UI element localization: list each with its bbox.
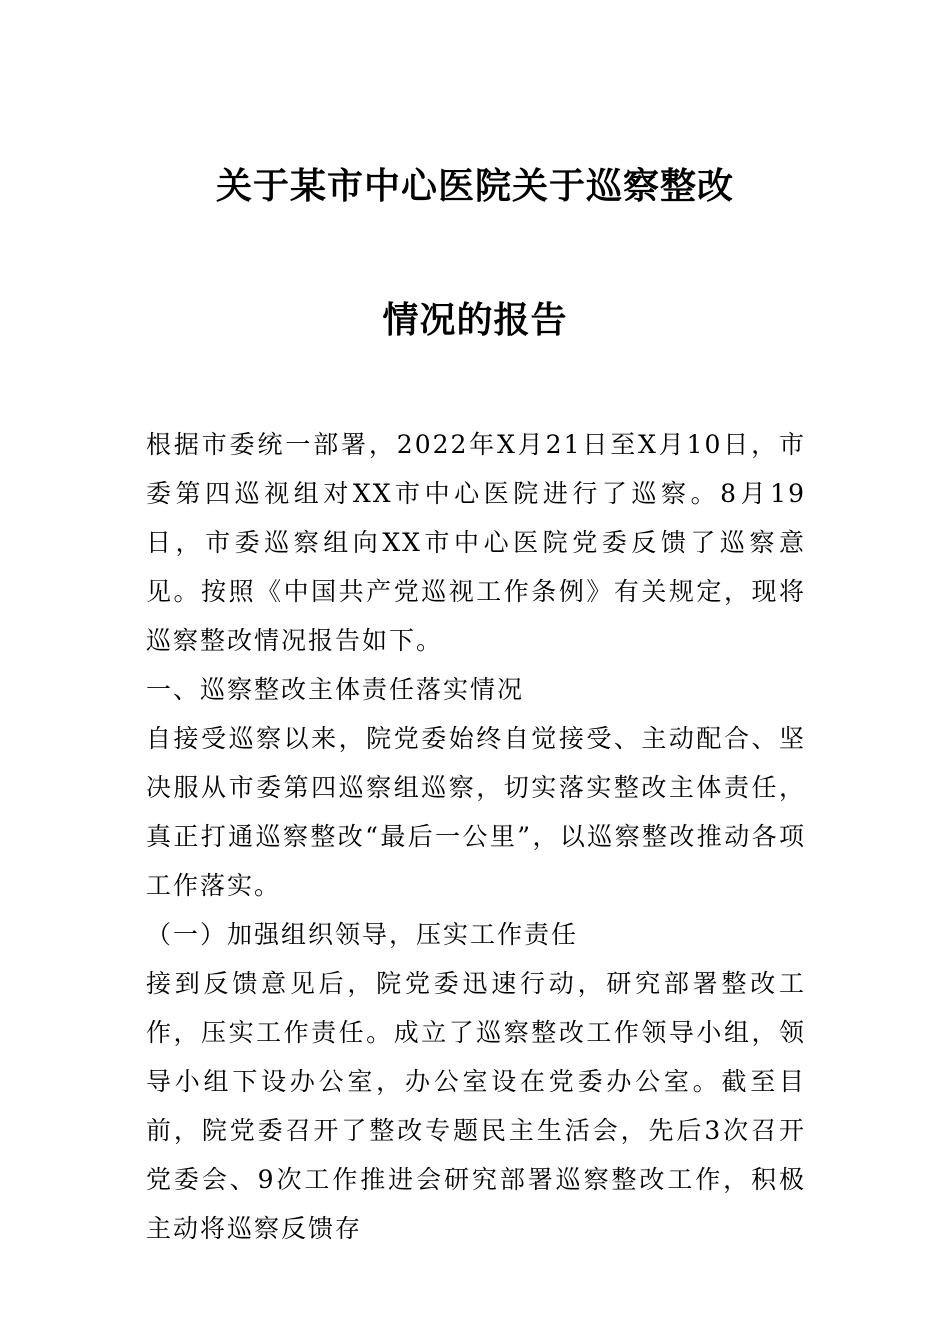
paragraph-subsection-1: 接到反馈意见后，院党委迅速行动，研究部署整改工作，压实工作责任。成立了巡察整改工作领导小组，领导小组下设办公室，办公室设在党委办公室。截至目前，院党委召开了整改专题民主生活会，先后3次召开党委会、9次工作推进会研究部署巡察整改工作，积极主动将巡察反馈存 xyxy=(146,969,806,1243)
section-heading-1: 一、巡察整改主体责任落实情况 xyxy=(146,675,525,704)
subsection-heading-1: （一）加强组织领导，压实工作责任 xyxy=(146,920,579,949)
document-body xyxy=(146,420,806,1253)
paragraph-section-1: 自接受巡察以来，院党委始终自觉接受、主动配合、坚决服从市委第四巡察组巡察，切实落实整改主体责任，真正打通巡察整改“最后一公里”，以巡察整改推动各项工作落实。 xyxy=(146,724,806,900)
paragraph-intro: 根据市委统一部署，2022年X月21日至X月10日，市委第四巡视组对XX市中心医院进行了巡察。8月19日，市委巡察组向XX市中心医院党委反馈了巡察意见。按照《中国共产党巡视工作条例》有关规定，现将巡察整改情况报告如下。 xyxy=(146,430,806,655)
document-title-line-2: 情况的报告 xyxy=(382,299,568,341)
document-title-line-1: 关于某市中心医院关于巡察整改 xyxy=(215,165,734,207)
